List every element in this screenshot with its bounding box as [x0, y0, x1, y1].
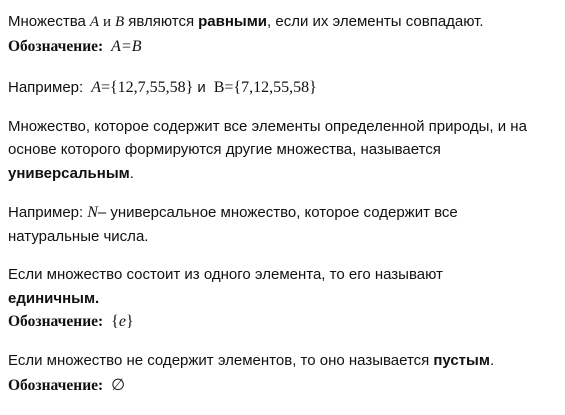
notation-label: Обозначение:: [8, 313, 104, 330]
notation-label: Обозначение:: [8, 38, 104, 55]
equal-sets-definition: [8, 13, 484, 31]
text: основе которого формируются другие множества, называется: [8, 141, 441, 158]
term-singleton: единичным.: [8, 290, 100, 307]
set-b-elements: B={7,12,55,58}: [213, 79, 317, 96]
example-label: Например:: [8, 79, 84, 96]
notation-singleton: [8, 313, 134, 331]
example-universal-set-line1: [8, 204, 458, 222]
text: и: [103, 14, 112, 30]
term-empty: пустым: [433, 352, 490, 369]
text: натуральные числа.: [8, 228, 149, 245]
text: Множества: [8, 13, 86, 30]
universal-set-definition-line2: [8, 141, 441, 159]
empty-set-definition: [8, 352, 494, 370]
universal-set-definition-line3: [8, 165, 134, 183]
set-a-elements: ={12,7,55,58}: [100, 79, 194, 96]
element-symbol: e: [118, 313, 126, 330]
text: Множество, которое содержит все элементы определенной природы, и на: [8, 118, 527, 135]
notation-formula: A=B: [111, 38, 142, 55]
brace-close: }: [125, 313, 134, 330]
singleton-set-definition-line1: [8, 266, 443, 284]
term-universal: универсальным: [8, 165, 130, 182]
text: Если множество состоит из одного элемента, то его называют: [8, 266, 443, 283]
example-label: Например:: [8, 204, 84, 221]
text: .: [489, 352, 495, 369]
notation-label: Обозначение:: [8, 377, 104, 394]
example-universal-set-line2: [8, 228, 148, 246]
text: Если множество не содержит элементов, то оно называется: [8, 352, 430, 369]
set-a-symbol: A: [89, 14, 100, 30]
brace-open: {: [111, 313, 119, 330]
natural-numbers-symbol: N: [87, 204, 98, 221]
text: и: [197, 79, 206, 96]
text: , если их элементы совпадают.: [267, 13, 484, 30]
text: являются: [128, 13, 195, 30]
notation-equal: [8, 38, 142, 56]
set-b-symbol: B: [115, 14, 125, 30]
text: – универсальное множество, которое содержит все: [97, 204, 458, 221]
empty-set-icon: ∅: [111, 377, 126, 394]
set-a-symbol: A: [91, 79, 101, 96]
text: .: [129, 165, 134, 182]
universal-set-definition-line1: [8, 118, 527, 136]
notation-empty: [8, 377, 125, 395]
example-equal-sets: [8, 79, 317, 97]
singleton-set-definition-line2: [8, 290, 99, 308]
term-equal: равными: [198, 13, 268, 30]
